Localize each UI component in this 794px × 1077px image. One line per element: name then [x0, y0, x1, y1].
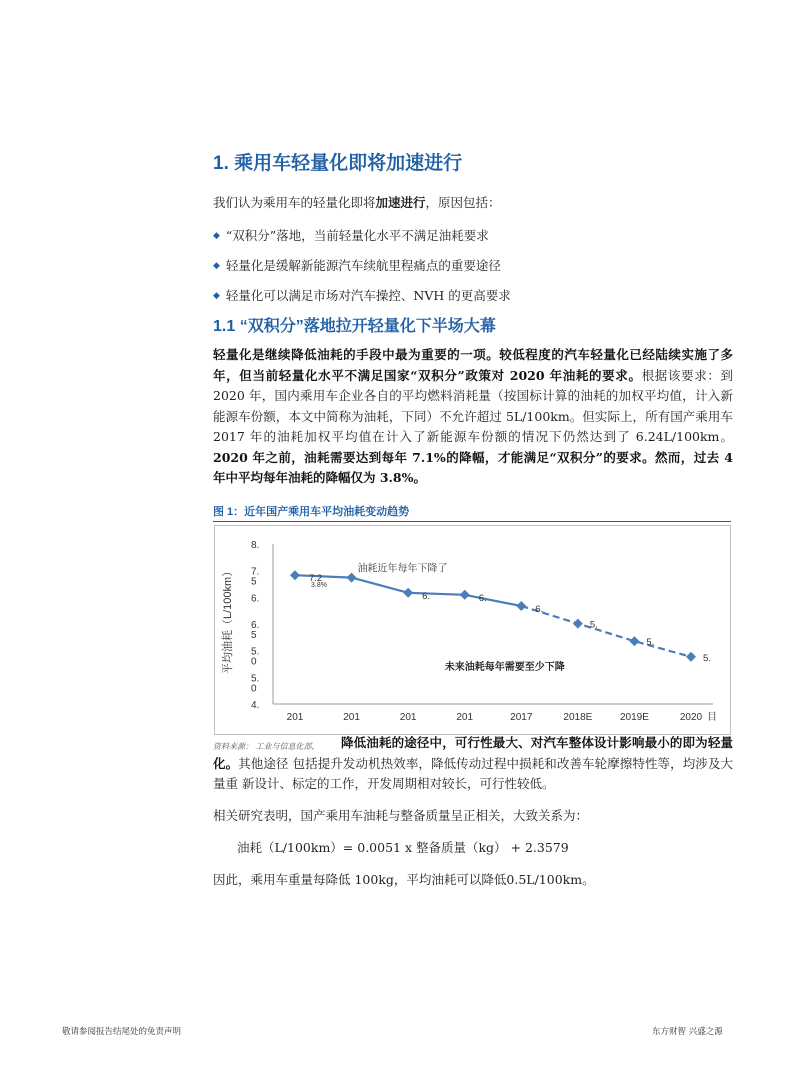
figure-source: 资料来源： 工业与信息化部，: [213, 742, 320, 751]
y-tick-label: 6.: [251, 593, 260, 605]
data-point-marker: [347, 573, 357, 583]
y-tick-label: 5. 0: [251, 646, 260, 668]
x-extra-label: 目: [707, 712, 717, 723]
x-tick-label: 2018E: [563, 712, 593, 723]
formula: 油耗（L/100km）= 0.0051 x 整备质量（kg） + 2.3579: [237, 840, 569, 855]
bullet-diamond-icon: ◆: [213, 261, 220, 271]
figure-title: 图 1：近年国产乘用车平均油耗变动趋势: [213, 506, 410, 518]
data-point-marker: [573, 619, 583, 629]
data-point-marker: [686, 652, 696, 662]
data-label: 7.2: [309, 573, 323, 585]
body-paragraph-2: 降低油耗的途径中，可行性最大、对汽车整体设计影响最小的即为轻量化。其他途径 包括提升发动机热效率，降低传动过程中损耗和改善车轮摩擦特性等，均涉及大量重 新设计、标定的工作，开发周期相对较长，可行性较低。: [213, 735, 733, 791]
x-tick-label: 2020: [679, 712, 703, 723]
bullet-item: ◆ 轻量化可以满足市场对汽车操控、NVH 的更高要求: [213, 288, 511, 303]
data-label: 5.: [589, 619, 598, 631]
body-paragraph-3: 相关研究表明，国产乘用车油耗与整备质量呈正相关，大致关系为：: [213, 808, 589, 823]
section-heading: 1. 乘用车轻量化即将加速进行: [213, 153, 463, 174]
fuel-consumption-chart: [214, 525, 731, 735]
y-axis-title: 平均油耗（L/100km）: [222, 565, 234, 674]
bullet-diamond-icon: ◆: [213, 291, 220, 301]
bullet-item: ◆ 轻量化是缓解新能源汽车续航里程痛点的重要途径: [213, 258, 501, 273]
intro-paragraph: 我们认为乘用车的轻量化即将加速进行，原因包括：: [213, 195, 501, 210]
body-paragraph-4: 因此，乘用车重量每降低 100kg，平均油耗可以降低0.5L/100km。: [213, 872, 595, 887]
body-paragraph-1: 轻量化是继续降低油耗的手段中最为重要的一项。较低程度的汽车轻量化已经陆续实施了多年，但当前轻量化水平不满足国家“双积分”政策对 2020 年油耗的要求。根据该要求：到 2020 年，国内乘用车企业各自的平均燃料消耗量（按国标计算的油耗的加权平均值，计入新能源车份额，本文中简称为油耗，下同）不允许超过 5L/100km。但实际上，所有国产乘用车 2017 年的油耗加权平均值在计入了新能源车份额的情况下仍然达到了 6.24L/100km。2020 年之前，油耗需要达到每年 7.1%的降幅，才能满足“双积分”的要求。然而，过去 4 年中平均每年油耗的降幅仅为 3.8%。: [213, 347, 733, 485]
y-tick-label: 7. 5: [251, 566, 260, 588]
x-tick-label: 201: [343, 712, 360, 723]
chart-canvas: [215, 526, 730, 734]
bullet-diamond-icon: ◆: [213, 231, 220, 241]
data-point-marker: [516, 601, 526, 611]
x-tick-label: 201: [456, 712, 474, 723]
x-tick-label: 201: [399, 712, 417, 723]
x-tick-label: 2019E: [619, 712, 649, 723]
x-tick-label: 2017: [510, 712, 533, 723]
y-tick-label: 8.: [251, 540, 260, 551]
footer-slogan: 东方财智 兴盛之源: [652, 1027, 723, 1037]
y-tick-label: 4.: [251, 700, 260, 711]
data-label: 6.: [535, 604, 544, 615]
data-label: 5.: [703, 652, 711, 664]
x-tick-label: 201: [286, 712, 304, 723]
subsection-heading: 1.1 “双积分”落地拉开轻量化下半场大幕: [213, 318, 496, 335]
series-line-required: [521, 606, 691, 657]
intro-bold: 加速进行: [375, 195, 426, 210]
data-point-marker: [290, 570, 300, 580]
y-tick-label: 5. 0: [251, 673, 260, 695]
data-point-marker: [629, 636, 639, 646]
y-tick-label: 6. 5: [251, 620, 260, 641]
figure-rule: [213, 521, 731, 522]
data-point-marker: [460, 590, 470, 600]
data-label: 6.: [422, 590, 431, 602]
annotation-future-decline: 未来油耗每年需要至少下降: [444, 662, 565, 673]
data-label: 6.: [478, 592, 487, 604]
annotation-past-decline: 油耗近年每年下降了: [357, 563, 448, 575]
data-point-marker: [403, 588, 413, 598]
annotation-rate: 3.8%: [311, 582, 327, 590]
bullet-item: ◆ “双积分”落地，当前轻量化水平不满足油耗要求: [213, 228, 489, 243]
footer-disclaimer: 敬请参阅报告结尾处的免责声明: [62, 1027, 182, 1037]
data-label: 5.: [646, 637, 655, 649]
